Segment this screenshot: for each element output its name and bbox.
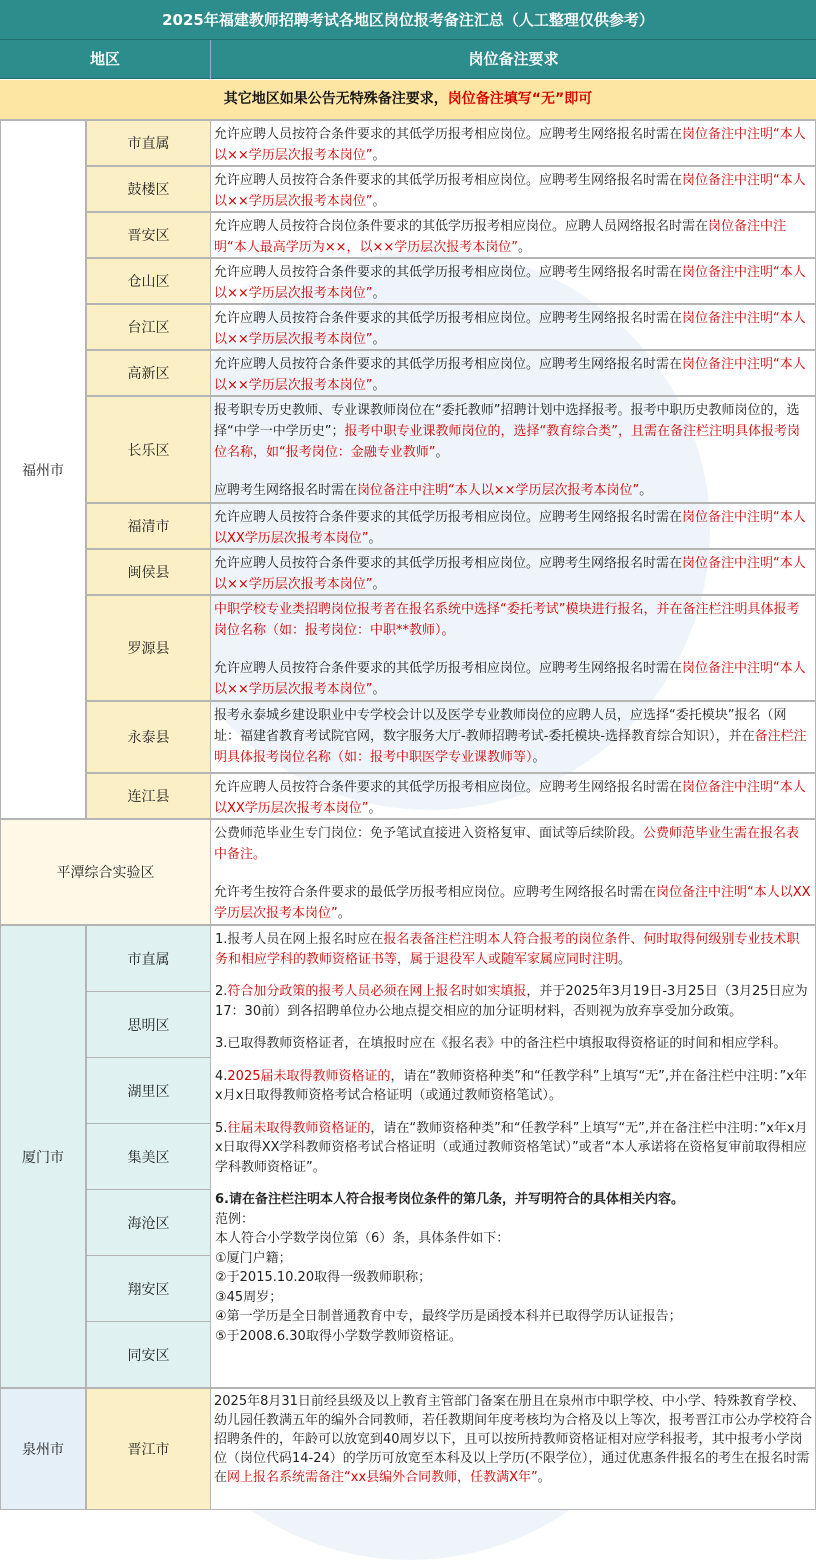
req-highlight: 岗位备注中注明“本人以XX学历层次报考本岗位” — [214, 885, 811, 921]
req-tail: 。 — [372, 378, 386, 393]
district-name: 高新区 — [127, 366, 170, 382]
requirement-cell — [210, 258, 816, 304]
req-tail: 。 — [372, 332, 386, 347]
req-tail: 。 — [618, 951, 632, 967]
req-text: 2025年8月31日前经县级及以上教育主管部门备案在册且在泉州市中职学校、中小学、特殊教育学校、幼儿园任教满五年的编外合同教师，若任教期间年度考核均为合格及以上等次，报考晋江市公办学校符合招聘条件的，年龄可以放宽到40周岁以下，且可以按所持教师资格证相对应学科报考，其中报考小学岗位（岗位代码14-24）的学历可放宽至本科及以上学历(不限学位），通过优惠条件报名的考生在报名时需在 — [214, 1394, 813, 1485]
district-cell — [86, 258, 211, 304]
district-cell — [86, 1321, 211, 1388]
req-tail: 。 — [537, 1470, 551, 1485]
req-tail: 。 — [372, 194, 386, 209]
req-text: 5. — [215, 1120, 228, 1136]
req-highlight: 岗位备注中注明“本人以××学历层次报考本岗位” — [214, 173, 806, 209]
req-text: 4. — [215, 1068, 228, 1084]
district-cell — [86, 1189, 211, 1256]
req-tail: 。 — [532, 750, 546, 765]
req-highlight: 岗位备注中注明“本人以XX学历层次报考本岗位” — [214, 780, 806, 816]
district-cell — [86, 595, 211, 701]
requirement-cell — [210, 819, 816, 925]
req-tail: 。 — [368, 531, 382, 546]
column-header-requirements: 岗位备注要求 — [468, 50, 559, 68]
req-highlight: 岗位备注中注明“本人以××学历层次报考本岗位” — [214, 265, 806, 301]
requirement-cell — [210, 1388, 816, 1510]
req-highlight: 网上报名系统需备注“xx县编外合同教师，任教满X年” — [227, 1470, 538, 1485]
req-highlight: 报考中职专业课教师岗位的，选择“教育综合类”，且需在备注栏注明具体报考岗位名称，如“报考岗位：金融专业教师” — [214, 424, 800, 460]
requirement-cell — [210, 503, 816, 549]
district-name: 台江区 — [127, 320, 170, 336]
district-cell — [86, 1057, 211, 1124]
notice-prefix: 其它地区如果公告无特殊备注要求， — [223, 91, 448, 107]
xiamen-item-1 — [215, 930, 811, 969]
req-text: 允许应聘人员按符合条件要求的其低学历报考相应岗位。应聘考生网络报名时需在 — [214, 556, 683, 571]
district-name: 湖里区 — [127, 1083, 170, 1100]
requirement-cell — [210, 120, 816, 166]
column-header-row — [0, 40, 816, 79]
district-cell — [86, 212, 211, 258]
district-name: 思明区 — [127, 1017, 170, 1034]
req-tail: ，请在“教师资格种类”和“任教学科”上填写“无”,并在备注栏中注明：”x年x月x日取得XX学科教师资格考试合格证明（或通过教师资格笔试）”或者“本人承诺将在资格复审前取得相应学科教师资格证”。 — [215, 1120, 808, 1175]
district-cell — [86, 773, 211, 819]
req-text: 应聘考生网络报名时需在 — [214, 483, 358, 498]
req-text: 报考职专历史教师、专业课教师岗位在“委托教师”招聘计划中选择报考。报考中职历史教师岗位的，选择“中学一中学历史”； — [214, 403, 800, 439]
req-text: 允许应聘人员按符合条件要求的其低学历报考相应岗位。应聘考生网络报名时需在 — [214, 127, 683, 142]
district-name: 闽侯县 — [127, 565, 170, 581]
req-highlight: 中职学校专业类招聘岗位报考者在报名系统中选择“委托考试”模块进行报名，并在备注栏注明具体报考岗位名称（如：报考岗位：中职**教师）。 — [214, 602, 800, 638]
district-cell — [86, 1123, 211, 1190]
district-name: 市直属 — [127, 951, 170, 968]
req-tail: 。 — [372, 286, 386, 301]
requirement-cell — [210, 773, 816, 819]
requirement-cell — [210, 166, 816, 212]
req-highlight: 岗位备注中注明“本人以××学历层次报考本岗位” — [214, 127, 806, 163]
xiamen-item-3: 3.已取得教师资格证者，在填报时应在《报名表》中的备注栏中填报取得资格证的时间和相应学科。 — [215, 1036, 787, 1051]
req-highlight: 往届未取得教师资格证的 — [227, 1120, 371, 1136]
req-tail: ，请在“教师资格种类”和“任教学科”上填写“无”,并在备注栏中注明：”x年x月x日取得教师资格考试合格证明（或通过教师资格笔试）。 — [215, 1068, 807, 1103]
city-fuzhou — [0, 120, 86, 819]
district-name: 福清市 — [127, 519, 170, 535]
city-quanzhou — [0, 1388, 86, 1510]
req-text: 允许应聘人员按符合条件要求的其低学历报考相应岗位。应聘考生网络报名时需在 — [214, 357, 683, 372]
district-cell — [86, 1255, 211, 1322]
district-name: 海沧区 — [127, 1215, 170, 1232]
district-cell — [86, 304, 211, 350]
requirement-cell — [210, 350, 816, 396]
district-cell — [86, 925, 211, 992]
req-tail: 。 — [435, 445, 449, 460]
example-line: ⑤于2008.6.30取得小学数学教师资格证。 — [215, 1328, 462, 1344]
req-text: 允许应聘人员按符合条件要求的其低学历报考相应岗位。应聘考生网络报名时需在 — [214, 173, 683, 188]
req-highlight: 岗位备注中注明“本人最高学历为××，以××学历层次报考本岗位” — [214, 219, 787, 255]
district-cell — [86, 350, 211, 396]
district-cell — [86, 991, 211, 1058]
district-name: 翔安区 — [127, 1281, 170, 1298]
req-tail: 。 — [337, 906, 351, 921]
requirement-cell — [210, 595, 816, 701]
district-name: 同安区 — [127, 1347, 170, 1364]
city-name: 厦门市 — [22, 1149, 64, 1166]
city-xiamen — [0, 925, 86, 1388]
req-text: 允许应聘人员按符合条件要求的其低学历报考相应岗位。应聘考生网络报名时需在 — [214, 661, 683, 676]
district-name: 集美区 — [127, 1149, 170, 1166]
city-name: 福州市 — [22, 462, 64, 479]
req-tail: 。 — [518, 240, 532, 255]
district-name: 仓山区 — [127, 274, 170, 290]
example-line: ④第一学历是全日制普通教育中专，最终学历是函授本科并已取得学历认证报告； — [215, 1309, 682, 1324]
district-name: 市直属 — [127, 136, 170, 152]
district-cell — [86, 396, 211, 503]
req-text: 允许应聘人员按符合条件要求的其低学历报考相应岗位。应聘考生网络报名时需在 — [214, 311, 683, 326]
requirement-cell — [210, 925, 816, 1388]
city-pingtan — [0, 819, 211, 925]
req-text: 允许考生按符合条件要求的最低学历报考相应岗位。应聘考生网络报名时需在 — [214, 885, 657, 900]
example-label: 范例： — [215, 1211, 255, 1227]
xiamen-item-5 — [215, 1119, 811, 1178]
requirement-cell — [210, 212, 816, 258]
req-highlight: 公费师范毕业生需在报名表中备注。 — [214, 826, 800, 862]
req-highlight: 岗位备注中注明“本人以××学历层次报考本岗位” — [214, 357, 806, 393]
req-text: 允许应聘人员按符合条件要求的其低学历报考相应岗位。应聘考生网络报名时需在 — [214, 780, 683, 795]
req-highlight: 2025届未取得教师资格证的 — [227, 1068, 391, 1084]
example-line: ③45周岁； — [215, 1289, 283, 1305]
requirement-cell — [210, 701, 816, 773]
req-highlight: 岗位备注中注明“本人以××学历层次报考本岗位” — [214, 311, 806, 347]
district-name: 鼓楼区 — [127, 182, 170, 198]
req-highlight: 备注栏注明具体报考岗位名称（如：报考中职医学专业课教师等） — [214, 729, 807, 765]
req-tail: 。 — [372, 577, 386, 592]
district-cell — [86, 166, 211, 212]
district-cell — [86, 503, 211, 549]
req-tail: 。 — [372, 682, 386, 697]
column-header-region: 地区 — [0, 40, 211, 79]
district-cell — [86, 1388, 211, 1510]
district-name: 晋江市 — [127, 1442, 170, 1458]
req-tail: ，并于2025年3月19日-3月25日（3月25日应为17：30前）到各招聘单位办公地点提交相应的加分证明材料，否则视为放弃享受加分政策。 — [215, 984, 808, 1019]
district-name: 连江县 — [127, 789, 170, 805]
req-highlight: 岗位备注中注明“本人以××学历层次报考本岗位” — [214, 556, 806, 592]
req-tail: 。 — [372, 148, 386, 163]
req-highlight: 岗位备注中注明“本人以XX学历层次报考本岗位” — [214, 510, 806, 546]
req-tail: 。 — [368, 801, 382, 816]
district-cell — [86, 549, 211, 595]
requirement-cell — [210, 396, 816, 503]
city-name: 泉州市 — [22, 1442, 64, 1458]
req-text: 允许应聘人员按符合条件要求的其低学历报考相应岗位。应聘考生网络报名时需在 — [214, 265, 683, 280]
req-text: 允许应聘人员按符合岗位条件要求的其低学历报考相应岗位。应聘人员网络报名时需在 — [214, 219, 709, 234]
general-notice — [0, 80, 816, 120]
notice-highlight: 岗位备注填写“无”即可 — [447, 91, 593, 107]
example-line: 本人符合小学数学岗位第（6）条，具体条件如下： — [215, 1231, 510, 1246]
req-text: 公费师范毕业生专门岗位：免予笔试直接进入资格复审、面试等后续阶段。 — [214, 826, 644, 841]
requirement-cell — [210, 304, 816, 350]
req-tail: 。 — [639, 483, 653, 498]
req-text: 报考永泰城乡建设职业中专学校会计以及医学专业教师岗位的应聘人员，应选择“委托模块”报名（网址：福建省教育考试院官网，数字服务大厅-教师招聘考试-委托模块-选择教育综合知识），并在 — [214, 708, 787, 744]
district-cell — [86, 701, 211, 773]
table-title: 2025年福建教师招聘考试各地区岗位报考备注汇总（人工整理仅供参考） — [0, 0, 816, 40]
xiamen-item-6: 6.请在备注栏注明本人符合报考岗位条件的第几条，并写明符合的具体相关内容。 — [215, 1192, 684, 1207]
req-highlight: 岗位备注中注明“本人以××学历层次报考本岗位” — [214, 661, 806, 697]
req-text: 2. — [215, 984, 228, 999]
district-name: 罗源县 — [127, 641, 170, 657]
example-line: ①厦门户籍； — [215, 1250, 292, 1266]
example-line: ②于2015.10.20取得一级教师职称； — [215, 1270, 432, 1285]
district-name: 长乐区 — [127, 442, 170, 459]
req-highlight: 符合加分政策的报考人员必须在网上报名时如实填报 — [227, 984, 527, 999]
xiamen-item-4 — [215, 1067, 811, 1106]
req-text: 允许应聘人员按符合条件要求的其低学历报考相应岗位。应聘考生网络报名时需在 — [214, 510, 683, 525]
city-name: 平潭综合实验区 — [56, 865, 155, 881]
district-name: 晋安区 — [127, 228, 170, 244]
district-cell — [86, 120, 211, 166]
req-highlight: 报名表备注栏注明本人符合报考的岗位条件、何时取得何级别专业技术职务和相应学科的教师资格证书等，属于退役军人或随军家属应同时注明 — [215, 932, 800, 967]
requirement-cell — [210, 549, 816, 595]
req-text: 1.报考人员在网上报名时应在 — [215, 932, 384, 947]
req-highlight: 岗位备注中注明“本人以××学历层次报考本岗位” — [357, 483, 640, 498]
xiamen-item-2 — [215, 982, 811, 1021]
district-name: 永泰县 — [127, 730, 170, 746]
